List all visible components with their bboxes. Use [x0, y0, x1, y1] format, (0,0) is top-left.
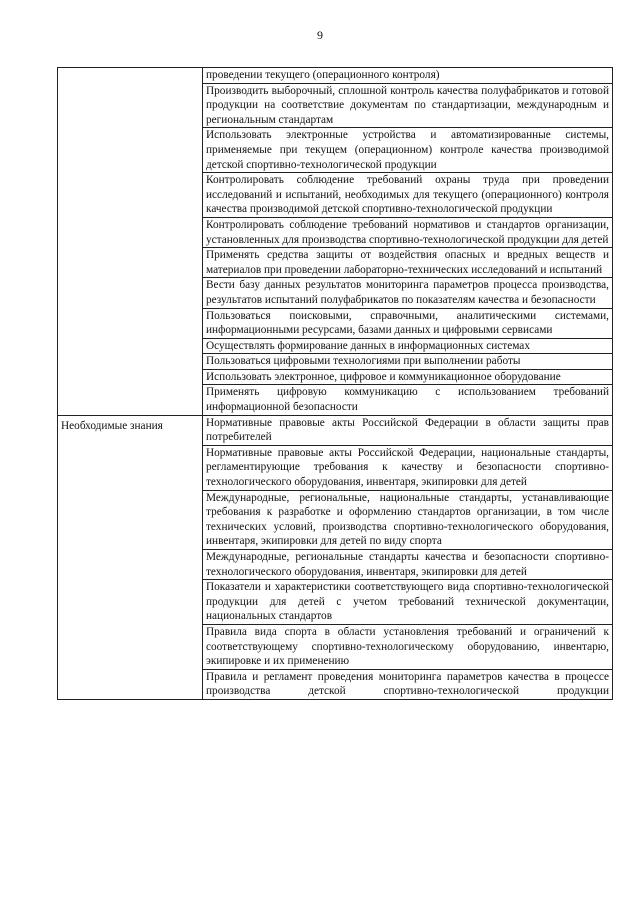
skill-item: Контролировать соблюдение требований охраны труда при проведении исследований и испытаний, необходимых для текущего (операционного) контроля качества производимой детской спортивно-технологической продукции: [203, 173, 613, 218]
table-row: [58, 68, 613, 84]
knowledge-item: Нормативные правовые акты Российской Федерации в области защиты прав потребителей: [203, 415, 613, 445]
knowledge-item: Международные, региональные, национальные стандарты, устанавливающие требования к разработке и оформлению стандартов организации, в том числе технических условий, производства спортивно-технологического оборудования, инвентаря, экипировки для детей по виду спорта: [203, 490, 613, 549]
requirements-table: [57, 67, 613, 700]
page-number: 9: [317, 28, 323, 42]
knowledge-item: Правила вида спорта в области установления требований и ограничений к соответствующему спортивно-технологическому оборудованию, инвентарю, экипировке и их применению: [203, 624, 613, 669]
knowledge-item: Правила и регламент проведения мониторинга параметров качества в процессе производства детской спортивно-технологической продукции: [203, 669, 613, 699]
skill-item: Пользоваться поисковыми, справочными, аналитическими системами, информационными ресурсами, базами данных и цифровыми сервисами: [203, 308, 613, 338]
knowledge-item: Международные, региональные стандарты качества и безопасности спортивно-технологического оборудования, инвентаря, экипировки для детей: [203, 550, 613, 580]
skills-label-cell: [58, 68, 203, 416]
skill-item: Вести базу данных результатов мониторинга параметров процесса производства, результатов испытаний полуфабрикатов по показателям качества и безопасности: [203, 278, 613, 308]
skill-item: Осуществлять формирование данных в информационных системах: [203, 338, 613, 354]
knowledge-item: Показатели и характеристики соответствующего вида спортивно-технологической продукции для детей с учетом требований технической документации, национальных стандартов: [203, 580, 613, 625]
required-knowledge-label: Необходимые знания: [58, 415, 203, 699]
knowledge-item: Нормативные правовые акты Российской Федерации, национальные стандарты, регламентирующие требования к качеству и безопасности спортивно-технологического оборудования, инвентаря, экипировки для детей: [203, 445, 613, 490]
skill-item: Применять средства защиты от воздействия опасных и вредных веществ и материалов при проведении лабораторно-технических исследований и испытаний: [203, 248, 613, 278]
skill-item: проведении текущего (операционного контроля): [203, 68, 613, 84]
skill-item: Контролировать соблюдение требований нормативов и стандартов организации, установленных для производства спортивно-технологической продукции для детей: [203, 217, 613, 247]
skill-item: Производить выборочный, сплошной контроль качества полуфабрикатов и готовой продукции на соответствие документам по стандартизации, международным и региональным стандартам: [203, 83, 613, 128]
skill-item: Пользоваться цифровыми технологиями при выполнении работы: [203, 354, 613, 370]
table-row: [58, 415, 613, 445]
skill-item: Использовать электронные устройства и автоматизированные системы, применяемые при текущем (операционном) контроле качества производимой детской спортивно-технологической продукции: [203, 128, 613, 173]
skill-item: Применять цифровую коммуникацию с использованием требований информационной безопасности: [203, 385, 613, 415]
skill-item: Использовать электронное, цифровое и коммуникационное оборудование: [203, 369, 613, 385]
